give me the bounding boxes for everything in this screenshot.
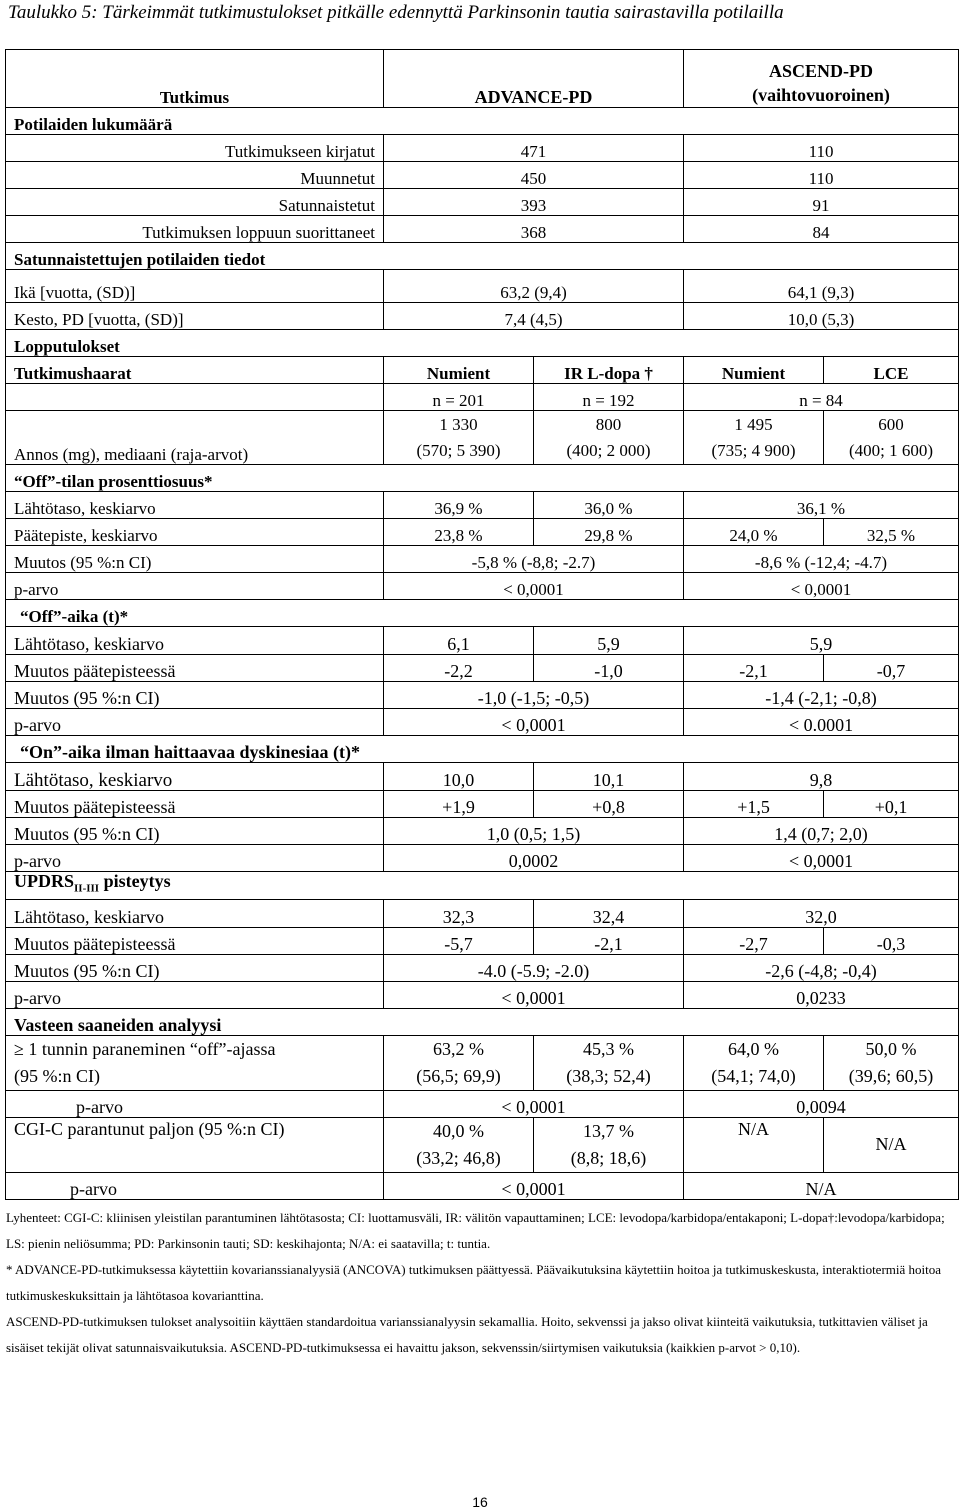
row-label: Muutos päätepisteessä xyxy=(6,655,384,682)
table-row xyxy=(6,709,959,736)
table-row xyxy=(6,1090,959,1117)
cell: < 0,0001 xyxy=(384,1172,684,1199)
dose-cell xyxy=(384,411,534,465)
cell: 32,0 xyxy=(684,899,959,927)
cell-advance: 393 xyxy=(384,189,684,216)
dose-range: (400; 2 000) xyxy=(566,441,651,460)
section-updrs xyxy=(6,872,959,900)
cell: < 0,0001 xyxy=(684,845,959,872)
table-row xyxy=(6,682,959,709)
ci: (8,8; 18,6) xyxy=(570,1147,647,1168)
cell: -2,1 xyxy=(534,927,684,954)
table-row xyxy=(6,1172,959,1199)
header-ascend-name: ASCEND-PD xyxy=(769,61,874,81)
arms-row xyxy=(6,357,959,384)
value: 40,0 % xyxy=(433,1120,484,1141)
ci: (54,1; 74,0) xyxy=(711,1065,796,1086)
cell: 0,0233 xyxy=(684,981,959,1008)
ci: (39,6; 60,5) xyxy=(848,1065,934,1086)
cell xyxy=(384,1035,534,1090)
cell: -5,7 xyxy=(384,927,534,954)
dose-row xyxy=(6,411,959,465)
row-label: Satunnaistetut xyxy=(6,189,384,216)
cell: < 0,0001 xyxy=(384,1090,684,1117)
table-row xyxy=(6,899,959,927)
cell: 5,9 xyxy=(534,627,684,655)
cell-advance: 7,4 (4,5) xyxy=(384,303,684,330)
n-row xyxy=(6,384,959,411)
dose-median: 1 330 xyxy=(439,415,478,434)
arm-lce: LCE xyxy=(824,357,959,384)
cell: 0,0002 xyxy=(384,845,684,872)
cell xyxy=(684,1035,824,1090)
section-on-time: “On”-aika ilman haittaavaa dyskinesiaa (t)* xyxy=(6,736,959,763)
cell: N/A xyxy=(684,1117,824,1172)
row-label: Lähtötaso, keskiarvo xyxy=(6,899,384,927)
table-row xyxy=(6,927,959,954)
dose-median: 1 495 xyxy=(734,415,773,434)
table-row xyxy=(6,303,959,330)
cell: -8,6 % (-12,4; -4.7) xyxy=(684,546,959,573)
improve-label: ≥ 1 tunnin paraneminen “off”-ajassa xyxy=(14,1038,276,1059)
header-advance: ADVANCE-PD xyxy=(384,50,684,108)
cell: -2,6 (-4,8; -0,4) xyxy=(684,954,959,981)
row-label: Muunnetut xyxy=(6,162,384,189)
cell: -0,3 xyxy=(824,927,959,954)
dose-range: (735; 4 900) xyxy=(711,441,796,460)
row-label: Lähtötaso, keskiarvo xyxy=(6,763,384,791)
cell: 32,5 % xyxy=(824,519,959,546)
footnotes xyxy=(6,1205,954,1361)
table-row xyxy=(6,791,959,818)
row-label: p-arvo xyxy=(6,1090,384,1117)
cell: < 0.0001 xyxy=(684,709,959,736)
value: 45,3 % xyxy=(583,1038,634,1059)
n-label xyxy=(6,384,384,411)
cell: -2,1 xyxy=(684,655,824,682)
cell: 36,0 % xyxy=(534,492,684,519)
cell: +0,8 xyxy=(534,791,684,818)
table-row xyxy=(6,189,959,216)
n-ir-ldopa: n = 192 xyxy=(534,384,684,411)
table-row xyxy=(6,627,959,655)
cell: -1,4 (-2,1; -0,8) xyxy=(684,682,959,709)
cell: 32,4 xyxy=(534,899,684,927)
cell xyxy=(384,1117,534,1172)
row-label: p-arvo xyxy=(6,981,384,1008)
updrs-subscript: II-III xyxy=(74,882,100,895)
cell-ascend: 10,0 (5,3) xyxy=(684,303,959,330)
cell: +1,9 xyxy=(384,791,534,818)
cell: +0,1 xyxy=(824,791,959,818)
section-off-time: “Off”-aika (t)* xyxy=(6,600,959,627)
row-label: p-arvo xyxy=(6,709,384,736)
section-demographics: Satunnaistettujen potilaiden tiedot xyxy=(6,243,959,270)
table-row xyxy=(6,270,959,303)
dose-range: (570; 5 390) xyxy=(416,441,501,460)
arms-label: Tutkimushaarat xyxy=(6,357,384,384)
value: 13,7 % xyxy=(583,1120,634,1141)
ci: (38,3; 52,4) xyxy=(566,1065,651,1086)
row-label: Muutos (95 %:n CI) xyxy=(6,954,384,981)
dose-cell xyxy=(684,411,824,465)
row-label: Päätepiste, keskiarvo xyxy=(6,519,384,546)
row-label: Ikä [vuotta, (SD)] xyxy=(6,270,384,303)
cell-advance: 368 xyxy=(384,216,684,243)
arm-numient-advance: Numient xyxy=(384,357,534,384)
table-row xyxy=(6,492,959,519)
row-label: Muutos päätepisteessä xyxy=(6,927,384,954)
cell: < 0,0001 xyxy=(384,981,684,1008)
value: 63,2 % xyxy=(433,1038,484,1059)
row-label: Annos (mg), mediaani (raja-arvot) xyxy=(6,411,384,465)
table-row xyxy=(6,954,959,981)
row-label xyxy=(6,1035,384,1090)
row-label: Tutkimuksen loppuun suorittaneet xyxy=(6,216,384,243)
table-row xyxy=(6,135,959,162)
section-patients: Potilaiden lukumäärä xyxy=(6,108,959,135)
cell: 36,9 % xyxy=(384,492,534,519)
updrs-heading: UPDRS xyxy=(14,871,75,891)
value: 50,0 % xyxy=(865,1038,917,1059)
row-label: Lähtötaso, keskiarvo xyxy=(6,492,384,519)
arm-numient-ascend: Numient xyxy=(684,357,824,384)
cell-ascend: 110 xyxy=(684,135,959,162)
dose-cell xyxy=(824,411,959,465)
row-label: p-arvo xyxy=(6,1172,384,1199)
cell: 1,4 (0,7; 2,0) xyxy=(684,818,959,845)
cell-advance: 450 xyxy=(384,162,684,189)
row-label: Muutos (95 %:n CI) xyxy=(6,818,384,845)
cell xyxy=(824,1035,959,1090)
row-label: Tutkimukseen kirjatut xyxy=(6,135,384,162)
cell: < 0,0001 xyxy=(684,573,959,600)
dose-cell xyxy=(534,411,684,465)
cell-ascend: 110 xyxy=(684,162,959,189)
cell: 0,0094 xyxy=(684,1090,959,1117)
results-table xyxy=(5,49,959,1200)
ci: (33,2; 46,8) xyxy=(416,1147,501,1168)
dose-median: 800 xyxy=(595,415,622,434)
updrs-heading-tail: pisteytys xyxy=(99,871,171,891)
cell-ascend: 64,1 (9,3) xyxy=(684,270,959,303)
cell: < 0,0001 xyxy=(384,573,684,600)
row-label: p-arvo xyxy=(6,573,384,600)
cell-advance: 63,2 (9,4) xyxy=(384,270,684,303)
table-row xyxy=(6,1035,959,1090)
cell: 10,0 xyxy=(384,763,534,791)
header-ascend-design: (vaihtovuoroinen) xyxy=(752,85,890,105)
cell: 24,0 % xyxy=(684,519,824,546)
cell: -4.0 (-5.9; -2.0) xyxy=(384,954,684,981)
row-label: CGI-C parantunut paljon (95 %:n CI) xyxy=(6,1117,384,1172)
table-row xyxy=(6,546,959,573)
cell: N/A xyxy=(824,1117,959,1172)
cell: -5,8 % (-8,8; -2.7) xyxy=(384,546,684,573)
section-outcomes: Lopputulokset xyxy=(6,330,959,357)
cell-ascend: 91 xyxy=(684,189,959,216)
footnote-advance: * ADVANCE-PD-tutkimuksessa käytettiin kovarianssianalyysiä (ANCOVA) tutkimuksen päättyessä. Päävaikutuksina käytettiin hoitoa ja tutkimuskeskusta, interaktiotermiä hoitoa tutkimuskeskuksittain ja lähtötasoa kovarianttina. xyxy=(6,1262,942,1303)
row-label: Muutos päätepisteessä xyxy=(6,791,384,818)
row-label: Muutos (95 %:n CI) xyxy=(6,546,384,573)
cell-advance: 471 xyxy=(384,135,684,162)
page-number: 16 xyxy=(472,1494,488,1510)
row-label: Kesto, PD [vuotta, (SD)] xyxy=(6,303,384,330)
cell: +1,5 xyxy=(684,791,824,818)
cell: 9,8 xyxy=(684,763,959,791)
cell: 32,3 xyxy=(384,899,534,927)
n-ascend: n = 84 xyxy=(684,384,959,411)
n-numient-advance: n = 201 xyxy=(384,384,534,411)
table-row xyxy=(6,1117,959,1172)
table-row xyxy=(6,981,959,1008)
table-header-row xyxy=(6,50,959,108)
row-label: p-arvo xyxy=(6,845,384,872)
table-row xyxy=(6,763,959,791)
table-row xyxy=(6,519,959,546)
table-row xyxy=(6,845,959,872)
table-row xyxy=(6,162,959,189)
cell: 5,9 xyxy=(684,627,959,655)
arm-ir-ldopa: IR L-dopa † xyxy=(534,357,684,384)
section-response: Vasteen saaneiden analyysi xyxy=(6,1008,959,1035)
table-row xyxy=(6,216,959,243)
cell: 23,8 % xyxy=(384,519,534,546)
cell: -2,2 xyxy=(384,655,534,682)
cell xyxy=(534,1117,684,1172)
cell: -1,0 (-1,5; -0,5) xyxy=(384,682,684,709)
dose-range: (400; 1 600) xyxy=(848,441,934,460)
improve-ci-label: (95 %:n CI) xyxy=(14,1065,100,1086)
header-study: Tutkimus xyxy=(6,50,384,108)
cell: 29,8 % xyxy=(534,519,684,546)
header-ascend xyxy=(684,50,959,108)
cell xyxy=(534,1035,684,1090)
section-off-percent: “Off”-tilan prosenttiosuus* xyxy=(6,465,959,492)
dose-median: 600 xyxy=(878,415,904,434)
cell: 6,1 xyxy=(384,627,534,655)
table-caption: Taulukko 5: Tärkeimmät tutkimustulokset pitkälle edennyttä Parkinsonin tautia sairastavilla potilailla xyxy=(8,2,784,23)
cell: -2,7 xyxy=(684,927,824,954)
table-row xyxy=(6,655,959,682)
cell: N/A xyxy=(684,1172,959,1199)
table-row xyxy=(6,573,959,600)
row-label: Lähtötaso, keskiarvo xyxy=(6,627,384,655)
value: 64,0 % xyxy=(728,1038,780,1059)
row-label: Muutos (95 %:n CI) xyxy=(6,682,384,709)
cell: 10,1 xyxy=(534,763,684,791)
table-row xyxy=(6,818,959,845)
cell: -1,0 xyxy=(534,655,684,682)
cell: -0,7 xyxy=(824,655,959,682)
ci: (56,5; 69,9) xyxy=(416,1065,501,1086)
footnote-abbreviations: Lyhenteet: CGI-C: kliinisen yleistilan parantuminen lähtötasosta; CI: luottamusväli, IR: välitön vapauttaminen; LCE: levodopa/karbidopa/entakaponi; L-dopa†:levodopa/karbidopa; LS: pienin neliösumma; PD: Parkinsonin tauti; SD: keskihajonta; N/A: ei saatavilla; t: tuntia. xyxy=(6,1210,945,1251)
cell: 1,0 (0,5; 1,5) xyxy=(384,818,684,845)
footnote-ascend: ASCEND-PD-tutkimuksen tulokset analysoitiin käyttäen standardoitua varianssianalyysin sekamallia. Hoito, sekvenssi ja jakso olivat kiinteitä vaikutuksia, tutkittavien väliset ja sisäiset tekijät olivat satunnaisvaikutuksia. ASCEND-PD-tutkimuksessa ei havaittu jakson, sekvenssin/siirtymisen vaikutuksia (kaikkien p-arvot > 0,10). xyxy=(6,1314,928,1355)
cell-ascend: 84 xyxy=(684,216,959,243)
cell: 36,1 % xyxy=(684,492,959,519)
cell: < 0,0001 xyxy=(384,709,684,736)
